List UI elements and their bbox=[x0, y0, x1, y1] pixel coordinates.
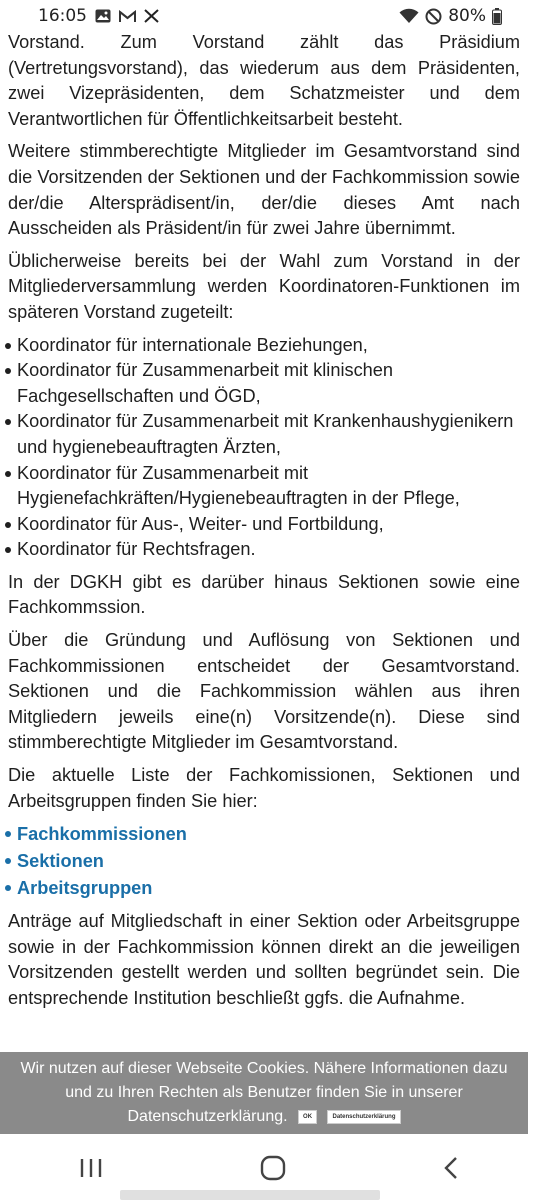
link-list bbox=[8, 821, 520, 902]
coordinator-list bbox=[8, 333, 520, 563]
cookie-text: Wir nutzen auf dieser Webseite Cookies. Nähere Informationen dazu und zu Ihren Rechten als Benutzer finden Sie in unserer Datenschutzerklärung. bbox=[20, 1060, 508, 1125]
list-item: Koordinator für Zusammenarbeit mit klinischen Fachgesellschaften und ÖGD, bbox=[8, 358, 520, 409]
paragraph-founding: Über die Gründung und Auflösung von Sektionen und Fachkommissionen entscheidet der Gesamtvorstand. Sektionen und die Fachkommission wählen aus ihren Mitgliedern jeweils eine(n) Vorsitzende(n). Diese sind stimmberechtigte Mitglieder im Gesamtvorstand. bbox=[8, 630, 520, 753]
list-item: Koordinator für Zusammenarbeit mit Krankenhaushygienikern und hygienebeauftragten Ärzten, bbox=[8, 409, 520, 460]
list-item: Koordinator für internationale Beziehungen, bbox=[8, 333, 520, 359]
wifi-icon bbox=[399, 8, 419, 24]
list-item: Koordinator für Aus-, Weiter- und Fortbildung, bbox=[8, 512, 520, 538]
cookie-privacy-button[interactable]: Datenschutzerklärung bbox=[327, 1110, 400, 1124]
do-not-disturb-icon bbox=[425, 8, 442, 25]
link-arbeitsgruppen[interactable]: Arbeitsgruppen bbox=[17, 878, 153, 899]
paragraph-list-intro: Die aktuelle Liste der Fachkomissionen, Sektionen und Arbeitsgruppen finden Sie hier: bbox=[8, 765, 520, 811]
list-item-fachkommissionen bbox=[8, 821, 520, 848]
image-icon bbox=[95, 9, 111, 23]
paragraph-coordinators-intro: Üblicherweise bereits bei der Wahl zum Vorstand in der Mitgliederversammlung werden Koordinatoren-Funktionen im späteren Vorstand zugeteilt: bbox=[8, 250, 520, 322]
paragraph-membership: Anträge auf Mitgliedschaft in einer Sektion oder Arbeitsgruppe sowie in der Fachkommission können direkt an die jeweiligen Vorsitzenden gestellt werden und sollten begründet sein. Die entsprechende Institution beschließt ggfs. die Aufnahme. bbox=[8, 911, 520, 1008]
cookie-ok-button[interactable]: OK bbox=[298, 1110, 317, 1124]
list-item: Koordinator für Zusammenarbeit mit Hygienefachkräften/Hygienebeauftragten in der Pflege, bbox=[8, 461, 520, 512]
clock: 16:05 bbox=[38, 6, 87, 26]
paragraph-board: Vorstand. Zum Vorstand zählt das Präsidium (Vertretungsvorstand), das wiederum aus dem Präsidenten, zwei Vizepräsidenten, dem Schatzmeister und dem Verantwortlichen für Öffentlichkeitsarbeit besteht. bbox=[8, 32, 520, 129]
link-fachkommissionen[interactable]: Fachkommissionen bbox=[17, 824, 187, 845]
list-item-arbeitsgruppen bbox=[8, 875, 520, 902]
paragraph-sections: In der DGKH gibt es darüber hinaus Sektionen sowie eine Fachkommssion. bbox=[8, 571, 520, 618]
cookie-banner bbox=[0, 1052, 528, 1134]
battery-icon bbox=[492, 8, 502, 25]
scroll-ghost-overlay bbox=[120, 1190, 380, 1200]
status-bar bbox=[0, 0, 538, 32]
x-icon bbox=[144, 9, 159, 23]
gmail-icon bbox=[119, 10, 136, 23]
paragraph-voting-members: Weitere stimmberechtigte Mitglieder im Gesamtvorstand sind die Vorsitzenden der Sektionen und der Fachkommission sowie der/die Altersprädisent/in, der/die dieses Amt nach Ausscheiden als Präsident/in für zwei Jahre übernimmt. bbox=[8, 141, 520, 239]
home-icon[interactable] bbox=[260, 1155, 286, 1181]
back-icon[interactable] bbox=[443, 1156, 459, 1180]
list-item-sektionen bbox=[8, 848, 520, 875]
list-item: Koordinator für Rechtsfragen. bbox=[8, 537, 520, 563]
link-sektionen[interactable]: Sektionen bbox=[17, 851, 104, 872]
recent-apps-icon[interactable] bbox=[79, 1157, 103, 1179]
article-content bbox=[8, 30, 520, 1019]
battery-percent: 80% bbox=[448, 6, 486, 26]
